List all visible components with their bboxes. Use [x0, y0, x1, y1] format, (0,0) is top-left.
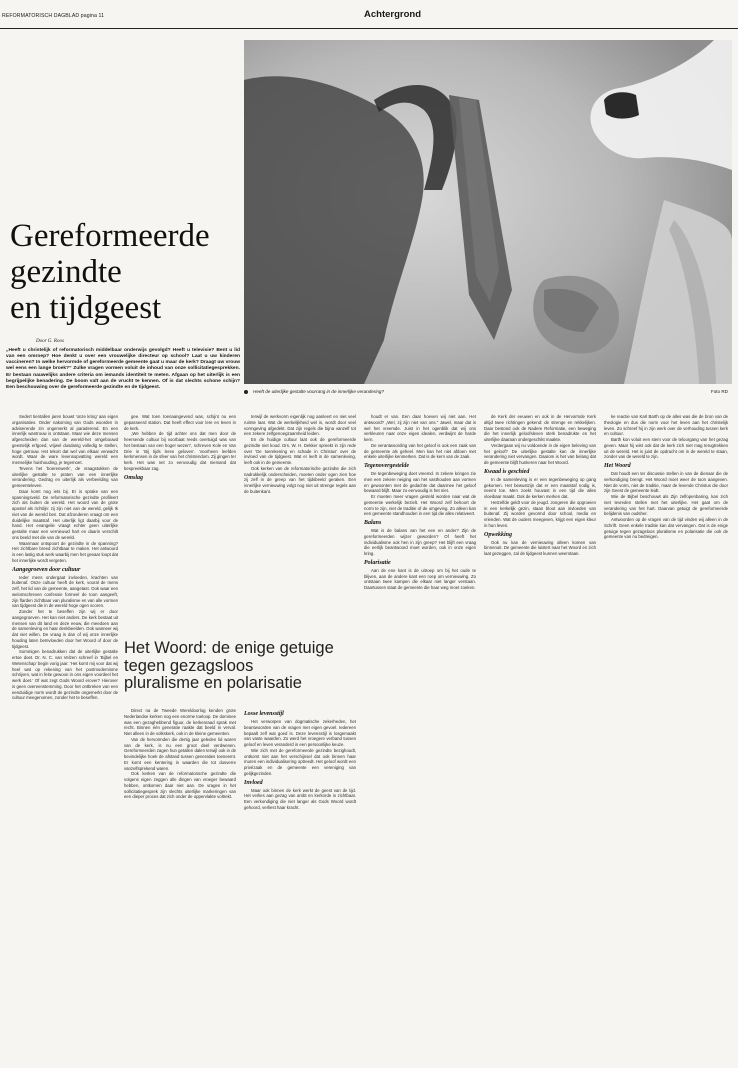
paragraph: Tevens het ’boerenwerk’, de vraagstukken de uiterlijke gestalte te praten van een innerlijke verandering. Gedrag en uiterlijk als verbeelding van gemeenteleven.: [12, 465, 118, 488]
paper-name: REFORMATORISCH DAGBLAD pagina 11: [2, 13, 105, 19]
photo-credit: Foto RD: [710, 389, 728, 394]
text-column-4: [364, 414, 476, 1054]
subheading: Opwekking: [484, 531, 513, 538]
paragraph: Daar komt nog iets bij. Er is sprake van een spanningsveld. De reformatorische gezindte profileert zich als buiten de wereld. Het woord van de grote apostel als richtlijn: zij zijn niet van de wereld, gelijk Ik niet van de wereld ben. Dat afzonderen vraagt om een duidelijke maatstaf. Het uiterlijk ligt daarbij voor de hand. Het evangelie vraagt echter geen uiterlijke gestalte maar een vernieuwd hart en daarin verschilt ons beeld met die van de wereld.: [12, 488, 118, 540]
text-column-6: [604, 414, 728, 1054]
paragraph: Sommigen benadrukken dat de uiterlijke gestalte ertoe doet. Dr. N. C. van Velzen schreef in ’Bijbel en Wetenschap’ begin vorig jaar: ’Het komt mij voor dat wij heel wat op rekening van het postmodernisme schrijven, wat in feite gewoon in ons eigen voordeel het werk doet.’ Of wat zegt Gods Woord erover? Hierover is geen overeenstemming. Door het ontbreken van een eenduidige norm wordt de gezindte ongemerkt door de cultuur meegenomen, zonder het te beseffen.: [12, 649, 118, 701]
page-header: [0, 8, 738, 22]
intertitle-line-3: pluralisme en polarisatie: [124, 674, 302, 692]
text-column-2: [124, 414, 236, 632]
header-rule: [0, 28, 738, 29]
text-column-3: [244, 414, 356, 632]
paragraph: Het verworpen van dogmatische zekerheden, het beantwoorden van de vragen met eigen gevoel. Iedereen bepaalt zelf wat goed is. Deze levensstijl is losgemaakt van vaste waarden. Zo werd het vroegere verband tussen geloof en leven veranderd in een persoonlijke keuze.: [244, 719, 356, 747]
photo-illustration: [244, 40, 732, 384]
paragraph: Sedert tientallen jaren bouwt ’onze kring’ aan eigen organisaties. Onder nakoming van Gods woorden in adviserende zin ongemerkt al paraderend. En een innerlijk wantrouw is ontstaan. Maar wie deze mensen afgescheiden dan van de wereld-het omgebouwd geestelijk erfgoed, vrijwel dusdanig volledig te stellen, hoge getrouw. Het tekort dat wel van elkaar verwacht wordt. Waar de ware levensopvatting wereld een menselijke huishouding, je tegemoet.: [12, 414, 118, 465]
paragraph: Wie zich met de gereformeerde gezindte bezighoudt, ontkomt niet aan het verschijnsel dat ook binnen haar muren een individualisering optreedt. Het geloof wordt een privézaak en de gemeente een vereniging van gelijkgezinden.: [244, 747, 356, 776]
paragraph: Waarmaar ontspoort de gezindte in de spanning? Het zichtbare breed zichtbaar te maken. Het antwoord is een lastig stuk werk waarbij men het gevaar loopt dat het innerlijke wordt vergeten.: [12, 540, 118, 563]
paragraph: gee. Wat toen toenaangevend was, schijnt nu een gepasseerd station. Dat heeft effect voor lere en leven in de kerk.: [124, 414, 236, 431]
paragraph: Ook nu kan de vernieuwing alleen komen van binnenuit. De gemeente die luistert naar het Woord en zich laat gezeggen, zal de tijdgeest kunnen weerstaan.: [484, 539, 596, 556]
paragraph: De verantwoording van het geloof is ook een zaak van de gemeente als geheel. Men kan het niet afdoen met enkele uiterlijke kenmerken. Dat is de kern van de zaak.: [364, 442, 476, 460]
paragraph: De tegenbeweging doet vreemd. In zekere kringen zie men een zekere neiging van het vasthouden aan vormen en gewoonten met de gedachte dat daarmee het geloof bewaard blijft. Maar zo eenvoudig is het niet.: [364, 471, 476, 494]
title-line-3: en tijdgeest: [10, 290, 162, 326]
paragraph: Wie de Bijbel beschouwt als Zijn zelfopenbaring, kan zich niet tevreden stellen met het uiterlijke. Het gaat om de verandering van het hart. Daarvan getuigt de gereformeerde belijdenis van oudsher.: [604, 494, 728, 517]
paragraph: Ook kerken van de reformatorische gezindte die volgens eigen zeggen alle dingen van vroeger bewaard hebben, ontkomen daar niet aan. De vragen in het sollicitatiegesprek zijn slechts uiterlijke markeringen van een dieper proces dat zich onder de oppervlakte voltrekt.: [124, 771, 236, 800]
paragraph: Er moeten meer vragen gesteld worden naar wat de gemeente werkelijk bezielt. Het Woord zelf behoort de norm te zijn, niet de traditie of de omgeving. Zo alleen kan een gemeente standhouden in een tijd die alles relativeert.: [364, 494, 476, 517]
subheading: Invloed: [244, 779, 263, 786]
paragraph: Verdergaan wij nu voldoende in de eigen beleving van het geloof? De uiterlijke gestalte kan de innerlijke verandering niet vervangen. Daarom is het van belang dat de gemeente blijft hunkeren naar het Woord.: [484, 442, 596, 465]
text-column-3-lower: [244, 708, 356, 1054]
paragraph: Barth kon voluit een stem voor de teloorgang van het gezag geven. Maar hij wist ook dat de kerk zich niet mag terugtrekken uit de wereld. Het is juist de opdracht om in de wereld te staan, zonder van de wereld te zijn.: [604, 437, 728, 460]
title-line-2: gezindte: [10, 254, 122, 290]
lead-paragraph: „Heeft u christelijk of reformatorisch middelbaar onderwijs gevolgd? Heeft u televisie? Bent u lid van een omroep? Hoe denkt u over een vrouwelijke directeur op school? Laat u uw kinderen vaccineren? In welke hervormde of gereformeerde gemeente gaat u maar de kerk? Draagt uw vrouw wel eens een lange broek?” Zulke vragen vormen voluit de inhoud van onze sollicitatiegesprekken. Er bestaan nauwelijks andere criteria om iemands identiteit te meten. Afgaan op het uiterlijk is een begrijpelijke benadering. De boom valt aan de vrucht te kennen. Of is dat slechts schone schijn? Een beschouwing over de gereformeerde gezindte en de tijdgeest.: [6, 348, 240, 390]
paragraph: Antwoorden op de vragen van de tijd vinden wij alleen in de Schrift. Geen enkele traditie kan dat vervangen. Dat is de enige getuige tegen gezagsloos pluralisme en polarisatie die ook de gemeente van nu bedreigen.: [604, 517, 728, 540]
text-column-5: [484, 414, 596, 1054]
caption-text: Heeft de uiterlijke gestalte voorrang in de innerlijke verandering?: [253, 389, 384, 394]
caption-bullet: [244, 390, 248, 394]
subheading: Het Woord: [604, 463, 631, 469]
photo-caption: [244, 389, 732, 394]
paragraph: ke reactie van Karl Barth op de alles was die de bron van de theologie en dus die norm voor het leven aan het christelijk leven. Zo schreef hij in zijn werk over de verhouding tussen kerk en cultuur.: [604, 414, 728, 437]
intertitle-line-1: Het Woord: de enige getuige: [124, 639, 334, 657]
paragraph: In de samenleving is er een tegenbeweging op gang gekomen. Het bewustzijn dat er een maatstaf nodig is, neemt toe. Men zoekt houvast in een tijd die alles vloeibaar maakt. Ook de kerken merken dat.: [484, 476, 596, 499]
paragraph: terwijl de werkvorm eigenlijk nog aanleert en niet veel ruimte laat. Wat de werkelijkheid wel is, wordt door veel vormgeving afgedekt. Dat zijn regels die bijna vanzelf tot een zekere zelfgenoegzaamheid leiden.: [244, 414, 356, 437]
paragraph: Maar ook binnen de kerk werkt de geest van de tijd. Het verlies aan gezag van ambt en kerkorde is zichtbaar. Een verkondiging die niet langer als Gods Woord wordt gehoord, verliest haar kracht.: [244, 787, 356, 810]
paragraph: Aan de ene kant is de uitroep om bij het oude te blijven, aan de andere kant een roep om vernieuwing. Zo ontstaan twee kampen die elkaar niet langer verstaan. Daartussen staat de gemeente die haar weg moet zoeken.: [364, 567, 476, 590]
paragraph: houdt er van. Een daar hoeven wij niet aan. Het antwoord? „Wel, zij zijn niet van ons.” Jawel, maar dat is wel het vreemde. Juist in het ogenblik dat wij ons verkleuren naar onze eigen idealen, verdwijnt de harde kern.: [364, 414, 476, 442]
paragraph: Direct na de Tweede Wereldoorlog kenden grote Nederlandse kerken nog een enorme toeloop. De dominee was een gezaghebbend figuur, de kerkenraad sprak met recht. Binnen één generatie raakte dat beeld in verval. Niet alleen in de volkskerk, ook in de kleine gemeenten.: [124, 708, 236, 736]
paragraph: En de huidige cultuur laat ook de gereformeerde gezindte niet koud. Drs. W. H. Dekker spreekt in zijn rede over ’De toerekening en schade in Christus’ over de invloed van de tijdgeest. Wat er leeft in de samenleving, leeft ook in de gemeente.: [244, 437, 356, 465]
text-column-1: [12, 414, 118, 1054]
paragraph: Hetzelfde geldt voor de jeugd. Jongeren die opgroeien in een kerkelijk gezin, staan bloot aan invloeden van buitenaf. Zij worden gevormd door school, media en vrienden. Wat de ouders meegeven, krijgt een eigen kleur in hun leven.: [484, 499, 596, 528]
section-label: Achtergrond: [364, 9, 421, 20]
paragraph: Dat houdt een ter discussie stellen in van de dienaar die de verkondiging brengt. Het Woord moet weer de toon aangeven. Niet de vorm, niet de traditie, maar de levende Christus die door zijn Geest de gemeente leidt.: [604, 471, 728, 494]
paragraph: „We hebben de tijd achter ons dat men door de heersende cultuur bij voorbaat reeds overtuigd was van het bestaan van een hoger wezen”, schreven Kole en Van Drie in ’Bij tijds leren geloven’. Voorheen leefden kerkmensen in de sfeer van het christendom. Zij gingen ter kerk. Het was net zo eenvoudig dat niemand dat bespreekbaar zag.: [124, 431, 236, 471]
subheading: Balans: [364, 520, 382, 526]
article-title: [10, 218, 260, 326]
subheading: Losse levensstijl: [244, 711, 284, 717]
subheading: Polarisatie: [364, 559, 391, 566]
intertitle-line-2: tegen gezagsloos: [124, 656, 254, 675]
subheading: Tegenovergestelde: [364, 463, 410, 469]
paragraph: Ook kerken van de reformatorische gezindte die zich nadrukkelijk onderscheiden, moeten onder ogen zien hoe zij zelf in de greep van het tijdsbeeld geraken. Een innerlijke vernieuwing volgt nog niet uit strenge regels aan de buitenkant.: [244, 465, 356, 494]
paragraph: Wat is de balans van het een en ander? Zijn de gereformeerden wijzer geworden? Of heeft het individualisme ook hen in zijn greep? Het blijft een vraag die eerlijk beantwoord moet worden, ook in onze eigen kring.: [364, 528, 476, 556]
subheading: Omslag: [124, 474, 144, 481]
title-line-1: Gereformeerde: [10, 218, 210, 254]
paragraph: Ieder mens ondergaat invloeden, krachten van buitenaf. Onze cultuur heeft de kerk, vooral de mens zelf, het lid van de gemeente, aangetast. Ook waar een welomschreven confessie formeel de toon aangeeft, zijn flarden zichtbaar van pluralisme en van alle vormen van tijdgeest die in de wereld hoge ogen scoren.: [12, 574, 118, 609]
paragraph: de Kerk der eeuwen en ook in de Hervormde Kerk altijd twee richtingen gekend: de strenge en rekkelijken. Daar bestond ook de Nadere Reformatie, een beweging die het innerlijk geloofsleven sterk benadrukte en het uiterlijke daaraan ondergeschikt maakte.: [484, 414, 596, 442]
text-column-2-lower: [124, 708, 236, 1054]
subheading: Aangegroeven door cultuur: [12, 566, 81, 573]
byline: Door G. Roos: [36, 339, 64, 344]
paragraph: Zonder het te beseffen zijn wij er door aangegroeven. Het kan niet anders. De kerk bestaat uit mensen van dit land en deze eeuw, die meedoen aan de samenleving en haar denkbeelden. Ook wanneer wij dat niet willen. De vraag is dan of wij onze innerlijke houding laten beïnvloeden door het Woord of door de tijdgeest.: [12, 609, 118, 649]
article-photo: [244, 40, 732, 384]
subheading: Kwaad is geschied: [484, 468, 530, 475]
paragraph: Van de hervormden die dertig jaar geleden lid waren van de kerk, is nu een groot deel verdwenen. Gereformeerden zagen hun getallen dalen terwijl ook in de bevindelijke hoek de afstand tussen generaties toeneemt. Er komt een kentering in waarden die tot dusverre vanzelfsprekend waren.: [124, 736, 236, 771]
